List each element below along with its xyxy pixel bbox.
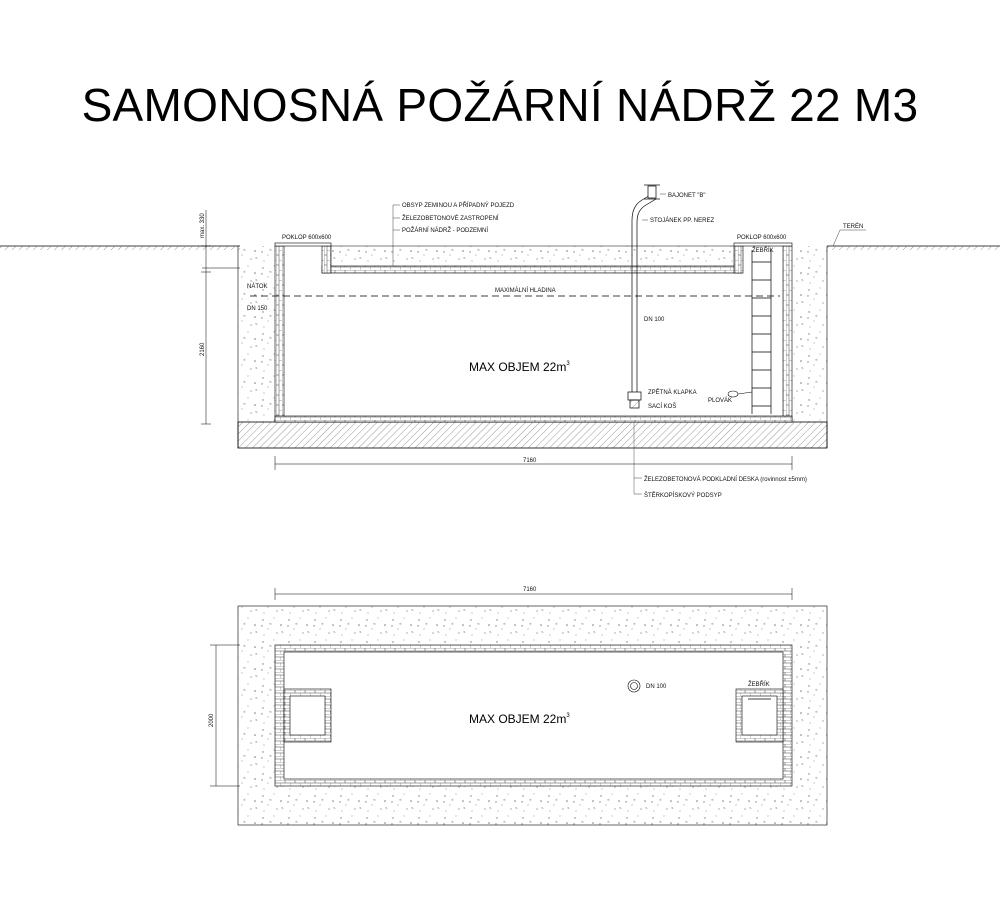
section-view: [0, 185, 1000, 499]
label-obsyp: OBSYP ZEMINOU A PŘÍPADNÝ POJEZD: [402, 203, 515, 209]
label-teren: TERÉN: [843, 224, 864, 230]
plan-label-zebrik: ŽEBŘÍK: [748, 682, 770, 688]
label-plovak: PLOVÁK: [708, 398, 733, 404]
manhole-cover-left: [275, 243, 331, 246]
soil-left: [238, 246, 275, 422]
terrain-hatch-right: [827, 246, 1000, 250]
soil-top: [331, 246, 734, 266]
label-stojanek: STOJÁNEK PP. NEREZ: [650, 218, 715, 224]
label-objem: MAX OBJEM $22m^3$: [469, 360, 570, 374]
plan-label-objem: MAX OBJEM $22m^3$: [469, 712, 570, 726]
label-nadrz: POŽÁRNÍ NÁDRŽ - PODZEMNÍ: [402, 228, 489, 234]
label-strop: ŽELEZOBETONOVÉ ZASTROPENÍ: [402, 216, 499, 222]
base-slab: [238, 422, 827, 448]
plan-view: [209, 587, 827, 825]
label-zebrik: ŽEBŘÍK: [752, 248, 774, 254]
manhole-right-wall: [734, 246, 743, 273]
label-dn100: DN 100: [644, 317, 665, 323]
tank-wall-left: [275, 246, 284, 422]
label-kos: SACÍ KOŠ: [648, 404, 677, 410]
ladder: [752, 250, 771, 414]
soil-right: [790, 246, 827, 422]
terrain-hatch-left: [0, 246, 240, 250]
tank-wall-right: [783, 246, 792, 422]
manhole-cover-right: [734, 243, 792, 246]
dim-cover: max. 330: [200, 213, 206, 238]
tank-roof: [322, 266, 742, 273]
dim-length: 7160: [523, 458, 537, 464]
label-poklop-left: POKLOP 600x600: [282, 235, 332, 241]
label-hladina: MAXIMÁLNÍ HLADINA: [495, 288, 556, 294]
label-natok: NÁTOK: [247, 284, 268, 290]
label-deska: ŽELEZOBETONOVÁ PODKLADNÍ DESKA (rovinnost ±5mm): [644, 477, 807, 483]
label-poklop-right: POKLOP 600x600: [737, 235, 787, 241]
drawing-title: SAMONOSNÁ POŽÁRNÍ NÁDRŽ 22 M3: [81, 79, 919, 131]
plan-dim-width: 2000: [209, 713, 215, 727]
float-valve: [728, 391, 752, 397]
dim-height: 2160: [200, 342, 206, 356]
tank-floor: [275, 416, 792, 422]
label-bajonet: BAJONET "B": [668, 193, 706, 199]
plan-label-dn100: DN 100: [646, 684, 667, 690]
label-dn150: DN 150: [247, 306, 268, 312]
label-podsyp: ŠTĚRKOPÍSKOVÝ PODSYP: [644, 493, 722, 499]
manhole-left-wall: [322, 246, 331, 273]
label-klapka: ZPĚTNÁ KLAPKA: [648, 390, 697, 396]
plan-dim-length: 7160: [523, 587, 537, 593]
